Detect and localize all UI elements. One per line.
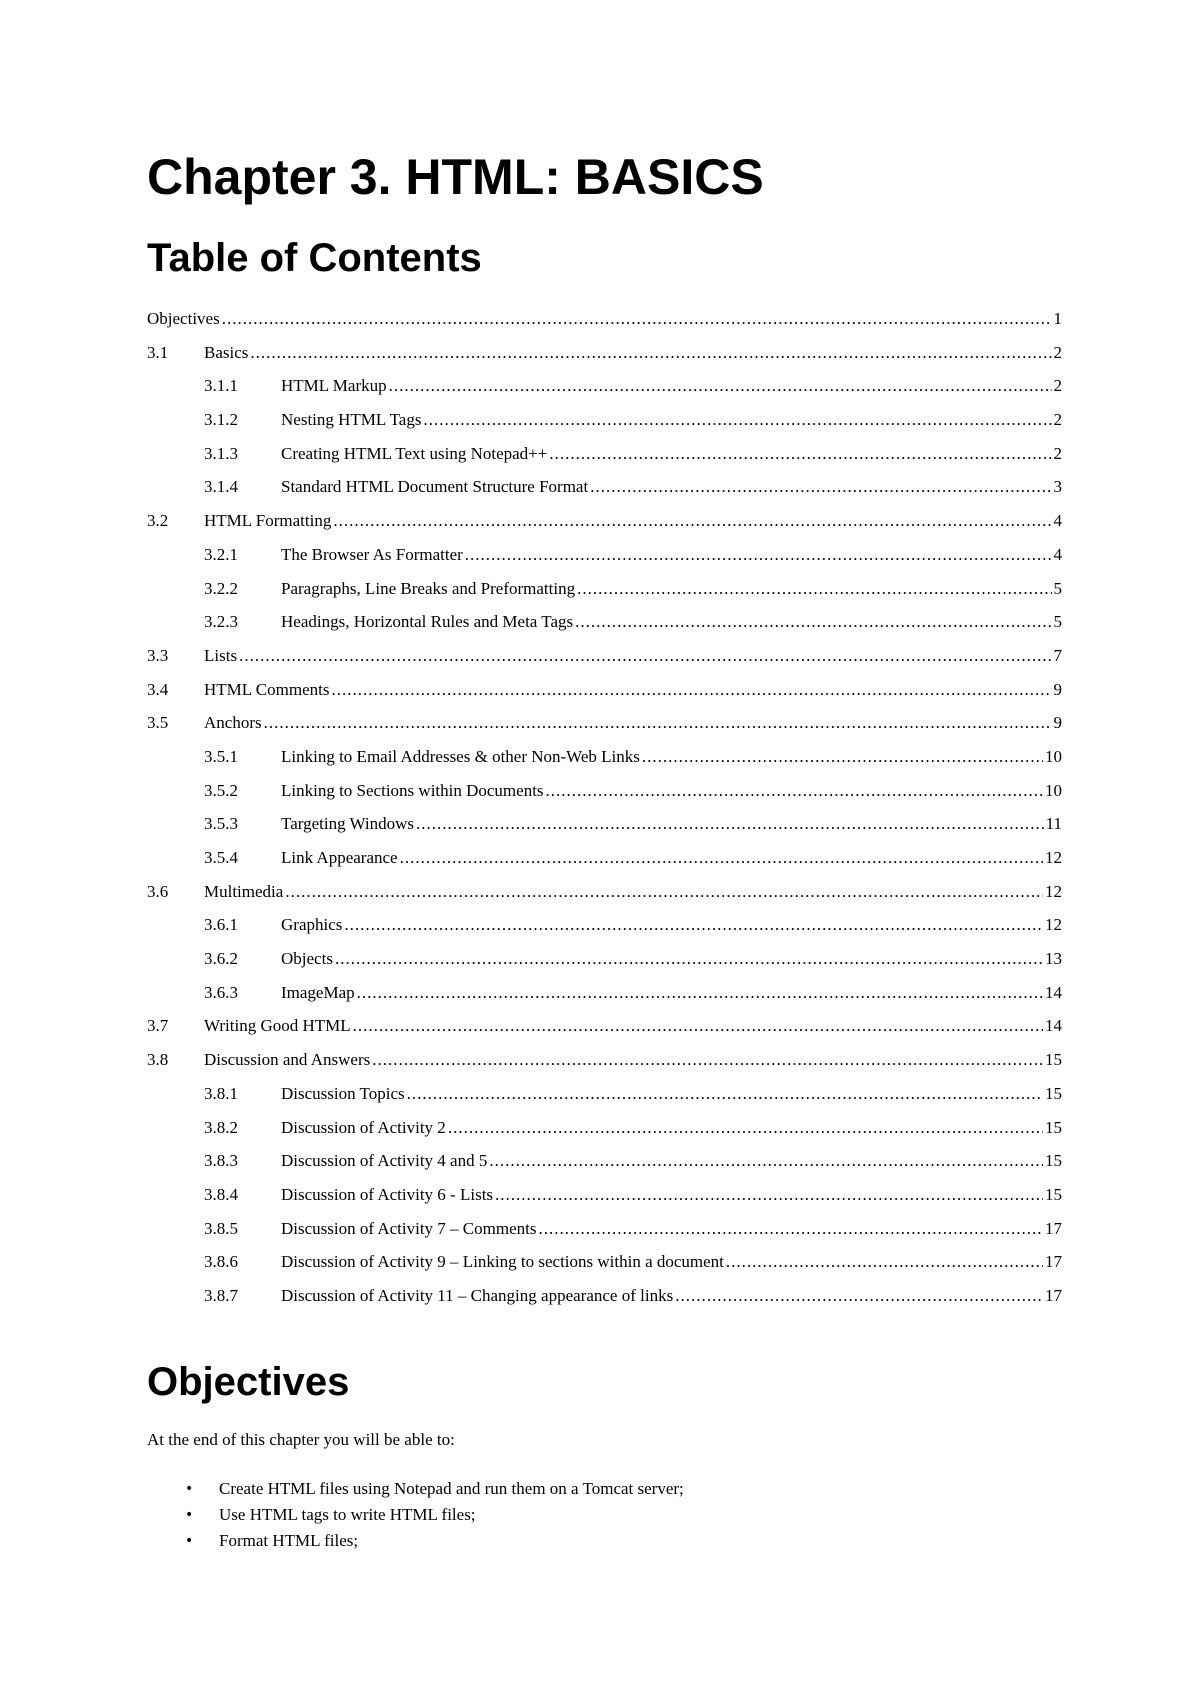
toc-dot-leader [549,437,1051,471]
toc-entry-label: Multimedia [204,881,284,901]
toc-entry[interactable] [147,403,1062,437]
toc-entry-label: HTML Formatting [204,511,332,531]
toc-dot-leader [465,538,1052,572]
toc-dot-leader [264,706,1052,740]
toc-entry-number: 3.3 [147,645,169,665]
toc-entry[interactable] [147,1212,1062,1246]
toc-entry[interactable] [147,1043,1062,1077]
toc-dot-leader [335,942,1043,976]
toc-entry-number: 3.8.5 [204,1218,238,1238]
toc-entry-number: 3.6.3 [204,982,238,1002]
chapter-title: Chapter 3. HTML: BASICS [147,149,764,205]
toc-entry-number: 3.1 [147,342,169,362]
toc-dot-leader [642,740,1043,774]
toc-entry[interactable] [147,673,1062,707]
toc-entry-label: Objectives [147,309,220,328]
bullet-icon: • [185,1533,194,1549]
toc-entry-number: 3.8.1 [204,1083,238,1103]
toc-entry[interactable] [147,437,1062,471]
toc-entry-page-number: 15 [1045,1151,1062,1171]
toc-entry-page-number: 17 [1045,1285,1062,1305]
toc-entry-number: 3.2.1 [204,544,238,564]
toc-entry-label: Discussion Topics [281,1083,405,1103]
objective-text: Use HTML tags to write HTML files; [219,1505,476,1524]
toc-entry-label: Discussion of Activity 11 – Changing appearance of links [281,1285,674,1305]
toc-entry-page-number: 3 [1053,477,1062,497]
toc-entry-label: Discussion of Activity 2 [281,1117,446,1137]
toc-entry[interactable] [147,740,1062,774]
bullet-icon: • [185,1481,194,1497]
toc-entry-label: Lists [204,645,238,665]
toc-dot-leader [577,572,1051,606]
toc-entry-page-number: 7 [1053,645,1062,665]
toc-entry-page-number: 4 [1053,511,1062,531]
toc-entry[interactable] [147,538,1062,572]
toc-entry-page-number: 15 [1045,1050,1062,1070]
toc-entry-page-number: 15 [1045,1117,1062,1137]
toc-entry[interactable] [147,942,1062,976]
toc-entry-page-number: 4 [1053,544,1062,564]
objective-item [147,1476,684,1502]
toc-entry-label: Discussion and Answers [204,1050,371,1070]
toc-entry-page-number: 9 [1053,713,1062,733]
toc-entry-label: Linking to Email Addresses & other Non-Web Links [281,746,640,766]
toc-dot-leader [331,673,1051,707]
toc-entry[interactable] [147,976,1062,1010]
objectives-intro: At the end of this chapter you will be able to: [147,1430,455,1449]
toc-dot-leader [344,908,1043,942]
toc-entry-label: Discussion of Activity 6 - Lists [281,1184,494,1204]
toc-entry-label: Link Appearance [281,848,398,867]
toc-entry-page-number: 11 [1045,814,1062,834]
toc-entry[interactable] [147,639,1062,673]
toc-entry[interactable] [147,1009,1062,1043]
toc-entry-label: Objects [281,949,333,969]
toc-entry-number: 3.5.1 [204,746,238,766]
toc-entry-number: 3.2.3 [204,612,238,632]
toc-dot-leader [546,774,1043,808]
toc-dot-leader [538,1212,1043,1246]
objective-item [147,1502,684,1528]
toc-entry-label: Headings, Horizontal Rules and Meta Tags [281,612,574,632]
toc-entry-number: 3.8 [147,1050,169,1070]
toc-dot-leader [222,302,1052,336]
toc-entry-number: 3.8.2 [204,1117,238,1137]
toc-entry-page-number: 2 [1053,376,1062,396]
table-of-contents [147,302,1062,1313]
toc-entry-label: Discussion of Activity 9 – Linking to sections within a document [281,1252,724,1272]
toc-entry-number: 3.7 [147,1016,169,1036]
toc-entry-page-number: 15 [1045,1083,1062,1103]
toc-entry[interactable] [147,1144,1062,1178]
toc-entry-number: 3.6.1 [204,915,238,935]
toc-entry-page-number: 15 [1045,1184,1062,1204]
toc-entry-label: Basics [204,342,249,362]
toc-dot-leader [357,976,1043,1010]
toc-entry-page-number: 14 [1045,1016,1062,1036]
toc-entry[interactable] [147,605,1062,639]
toc-entry-number: 3.2.2 [204,578,238,598]
toc-dot-leader [400,841,1043,875]
toc-dot-leader [285,875,1043,909]
toc-entry-number: 3.5.2 [204,780,238,800]
toc-entry-page-number: 9 [1053,679,1062,699]
toc-entry[interactable] [147,1111,1062,1145]
toc-entry-page-number: 17 [1045,1218,1062,1238]
toc-entry-page-number: 2 [1053,342,1062,362]
toc-entry-number: 3.1.3 [204,443,238,463]
toc-entry[interactable] [147,908,1062,942]
toc-dot-leader [416,807,1044,841]
toc-entry-label: HTML Comments [204,679,330,699]
toc-dot-leader [389,369,1052,403]
toc-entry-page-number: 5 [1053,612,1062,632]
toc-entry-page-number: 12 [1045,881,1062,901]
toc-entry-number: 3.1.4 [204,477,238,497]
toc-entry-label: HTML Markup [281,376,387,396]
toc-entry-label: Discussion of Activity 4 and 5 [281,1151,488,1171]
toc-entry[interactable] [147,1245,1062,1279]
toc-entry-page-number: 2 [1053,443,1062,463]
toc-entry-number: 3.8.7 [204,1285,238,1305]
toc-entry[interactable] [147,470,1062,504]
toc-entry-label: ImageMap [281,982,355,1002]
toc-dot-leader [239,639,1051,673]
toc-entry-number: 3.1.1 [204,376,238,396]
toc-entry-number: 3.4 [147,679,169,699]
toc-entry-page-number: 2 [1053,410,1062,430]
toc-entry[interactable] [147,706,1062,740]
toc-entry-number: 3.6 [147,881,169,901]
toc-dot-leader [353,1009,1043,1043]
objective-text: Format HTML files; [219,1531,359,1550]
toc-entry-page-number: 1 [1053,309,1062,328]
toc-dot-leader [495,1178,1043,1212]
toc-entry[interactable] [147,1077,1062,1111]
toc-entry-number: 3.1.2 [204,410,238,430]
bullet-icon: • [185,1507,194,1523]
toc-dot-leader [448,1111,1043,1145]
toc-entry[interactable] [147,572,1062,606]
toc-entry-page-number: 12 [1045,915,1062,935]
objective-text: Create HTML files using Notepad and run them on a Tomcat server; [219,1479,684,1498]
toc-entry[interactable] [147,875,1062,909]
toc-entry-number: 3.8.6 [204,1252,238,1272]
toc-dot-leader [590,470,1051,504]
toc-dot-leader [675,1279,1043,1313]
toc-dot-leader [726,1245,1043,1279]
toc-entry-label: Discussion of Activity 7 – Comments [281,1218,537,1238]
toc-entry-number: 3.5.4 [204,848,238,867]
toc-entry-page-number: 14 [1045,982,1062,1002]
toc-entry-number: 3.5 [147,713,169,733]
toc-entry-page-number: 10 [1045,746,1062,766]
toc-entry-label: Linking to Sections within Documents [281,780,544,800]
toc-entry[interactable] [147,336,1062,370]
toc-dot-leader [250,336,1051,370]
objectives-heading: Objectives [147,1360,350,1404]
toc-dot-leader [407,1077,1043,1111]
toc-entry[interactable] [147,807,1062,841]
toc-entry[interactable] [147,302,1062,336]
toc-entry-label: Anchors [204,713,262,733]
toc-entry-label: Standard HTML Document Structure Format [281,477,589,497]
toc-entry[interactable] [147,1178,1062,1212]
toc-entry[interactable] [147,1279,1062,1313]
toc-entry-label: Graphics [281,915,343,935]
toc-entry-label: Writing Good HTML [204,1016,351,1036]
toc-entry-page-number: 10 [1045,780,1062,800]
toc-entry[interactable] [147,841,1062,875]
toc-entry[interactable] [147,369,1062,403]
toc-entry-page-number: 17 [1045,1252,1062,1272]
toc-entry-label: Nesting HTML Tags [281,410,422,430]
toc-dot-leader [575,605,1051,639]
toc-entry-number: 3.2 [147,511,169,531]
toc-entry-number: 3.8.4 [204,1184,238,1204]
toc-dot-leader [372,1043,1043,1077]
toc-entry-page-number: 5 [1053,578,1062,598]
toc-dot-leader [333,504,1051,538]
toc-entry-label: The Browser As Formatter [281,544,463,564]
toc-entry-page-number: 12 [1045,848,1062,867]
toc-entry[interactable] [147,504,1062,538]
toc-dot-leader [423,403,1051,437]
toc-entry-number: 3.5.3 [204,814,238,834]
toc-heading: Table of Contents [147,236,482,280]
toc-entry-number: 3.8.3 [204,1151,238,1171]
toc-dot-leader [489,1144,1043,1178]
toc-entry-label: Targeting Windows [281,814,415,834]
objectives-list [147,1476,684,1554]
toc-entry[interactable] [147,774,1062,808]
toc-entry-page-number: 13 [1045,949,1062,969]
toc-entry-number: 3.6.2 [204,949,238,969]
toc-entry-label: Creating HTML Text using Notepad++ [281,443,548,463]
toc-entry-label: Paragraphs, Line Breaks and Preformatting [281,578,576,598]
objective-item [147,1528,684,1554]
